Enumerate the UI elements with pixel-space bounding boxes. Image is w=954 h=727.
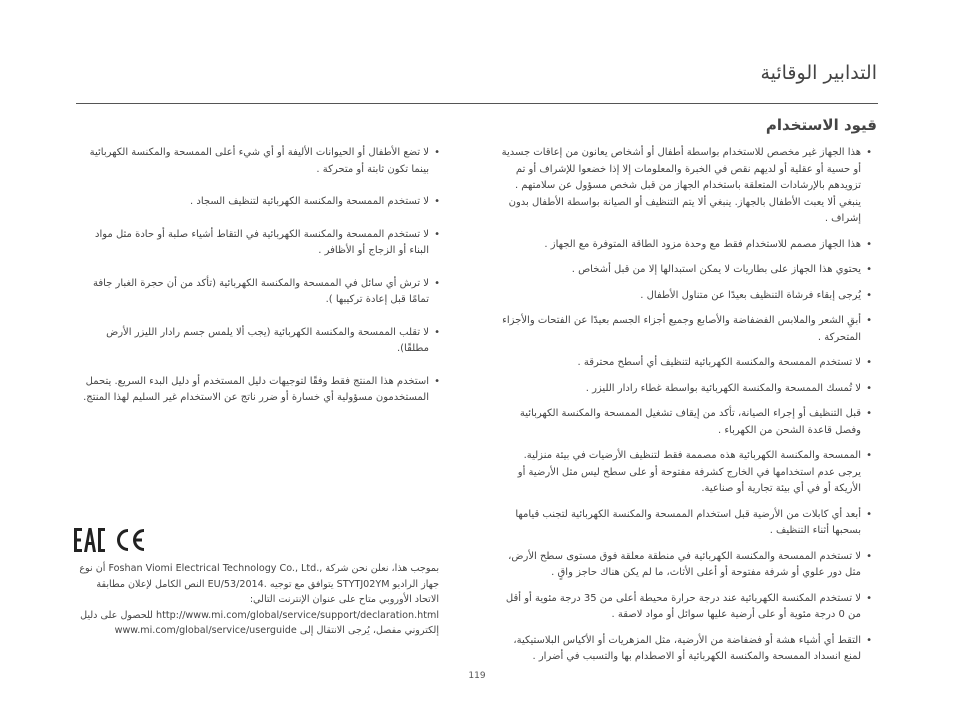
model-number: STYTJ02YM <box>336 578 390 590</box>
userguide-text: للحصول على دليل إلكتروني مفصل، يُرجى الانتقال إلى <box>80 609 439 636</box>
list-item: • لا تستخدم الممسحة والمكنسة الكهربائية لتنظيف السجاد . <box>77 194 440 211</box>
certification-logos <box>74 527 154 553</box>
list-item: • التقط أي أشياء هشة أو فضفاضة من الأرضية، مثل المزهريات أو الأكياس البلاستيكية، لمنع انسداد الممسحة والمكنسة الكهربائية أو الاصطدام بها والتسبب في أضرار . <box>500 633 872 666</box>
list-item: • لا ترش أي سائل في الممسحة والمكنسة الكهربائية (تأكد من أن حجرة الغبار جافة تمامًا قبل إعادة تركيبها ). <box>77 276 440 309</box>
directive-number: EU/53/2014. <box>207 578 267 590</box>
list-item: • يُرجى إبقاء فرشاة التنظيف بعيدًا عن متناول الأطفال . <box>500 288 872 305</box>
list-item: • لا تضع الأطفال أو الحيوانات الأليفة أو أي شيء أعلى الممسحة والمكنسة الكهربائية بينما تكون ثابتة أو متحركة . <box>77 145 440 178</box>
usage-restrictions-left-column <box>77 145 440 423</box>
declaration-complies: يتوافق مع توجيه <box>269 578 334 590</box>
list-item: • لا تستخدم الممسحة والمكنسة الكهربائية في التقاط أشياء صلبة أو حادة مثل مواد البناء أو الزجاج أو الأظافر . <box>77 227 440 260</box>
list-item: • هذا الجهاز مصمم للاستخدام فقط مع وحدة مزود الطاقة المتوفرة مع الجهاز . <box>500 237 872 254</box>
list-item: • أبعد أي كابلات من الأرضية قبل استخدام الممسحة والمكنسة الكهربائية لتجنب قيامها بسحبها أثناء التنظيف . <box>500 507 872 540</box>
declaration-radio-type: أن نوع جهاز الراديو <box>79 563 439 590</box>
list-item: • لا تستخدم الممسحة والمكنسة الكهربائية لتنظيف أي أسطح محترقة . <box>500 355 872 372</box>
list-item: • لا تستخدم الممسحة والمكنسة الكهربائية في منطقة معلقة فوق مستوى سطح الأرض، مثل دور علوي أو شرفة مفتوحة أو أعلى الأثاث، ما لم يكن هناك حاجز واقٍ . <box>500 549 872 582</box>
list-item: • هذا الجهاز غير مخصص للاستخدام بواسطة أطفال أو أشخاص يعانون من إعاقات جسدية أو حسية أو عقلية أو لديهم نقص في الخبرة والمعلومات إلا إذا خضعوا للإشراف أو تم تزويدهم بالإرشادات المتعلقة باستخدام الجهاز من قبل شخص مسؤول عن سلامتهم . ينبغي ألا يعبث الأطفال بالجهاز. ينبغي ألا يتم التنظيف أو الصيانة بواسطة الأطفال بدون إشراف . <box>500 145 872 228</box>
list-item: • قبل التنظيف أو إجراء الصيانة، تأكد من إيقاف تشغيل الممسحة والمكنسة الكهربائية وفصل قاعدة الشحن من الكهرباء . <box>500 406 872 439</box>
list-item: • أبقِ الشعر والملابس الفضفاضة والأصابع وجميع أجزاء الجسم بعيدًا عن الفتحات والأجزاء المتحركة . <box>500 313 872 346</box>
eac-logo-icon <box>74 528 105 552</box>
manufacturer-name: Foshan Viomi Electrical Technology Co., Ltd., <box>108 563 323 574</box>
title-divider <box>76 103 878 104</box>
list-item: • لا تستخدم المكنسة الكهربائية عند درجة حرارة محيطة أعلى من 35 درجة مئوية أو أقل من 0 درجة مئوية أو على أرضية عليها سوائل أو مواد لاصقة . <box>500 591 872 624</box>
list-item: • لا تقلب الممسحة والمكنسة الكهربائية (يجب ألا يلمس جسم رادار الليزر الأرض مطلقًا). <box>77 325 440 358</box>
declaration-fulltext: النص الكامل لإعلان مطابقة الاتحاد الأوروبي متاح على عنوان الإنترنت التالي: <box>96 578 439 605</box>
declaration-intro: بموجب هذا، نعلن نحن شركة <box>325 563 439 574</box>
usage-restrictions-right-column <box>500 145 872 675</box>
declaration-url-link[interactable]: http://www.mi.com/global/service/support/declaration.html <box>156 609 439 621</box>
list-item: • لا تُمسك الممسحة والمكنسة الكهربائية بواسطة غطاء رادار الليزر . <box>500 381 872 398</box>
page-title: التدابير الوقائية <box>760 62 877 84</box>
ce-logo-icon <box>119 531 145 550</box>
page-number: 119 <box>468 671 486 681</box>
list-item: • يحتوي هذا الجهاز على بطاريات لا يمكن استبدالها إلا من قبل أشخاص . <box>500 262 872 279</box>
list-item: • استخدم هذا المنتج فقط وفقًا لتوجيهات دليل المستخدم أو دليل البدء السريع. يتحمل المستخدمون مسؤولية أي خسارة أو ضرر ناتج عن الاستخدام غير السليم لهذا المنتج. <box>77 374 440 407</box>
list-item: • الممسحة والمكنسة الكهربائية هذه مصممة فقط لتنظيف الأرضيات في بيئة منزلية. يرجى عدم استخدامها في الخارج كشرفة مفتوحة أو على سطح ليس مثل الأرضية أو الأريكة أو في أي بيئة تجارية أو صناعية. <box>500 448 872 498</box>
eu-declaration-text <box>74 561 439 639</box>
userguide-url-link[interactable]: www.mi.com/global/service/userguide <box>114 625 297 636</box>
section-title: قيود الاستخدام <box>765 116 877 134</box>
